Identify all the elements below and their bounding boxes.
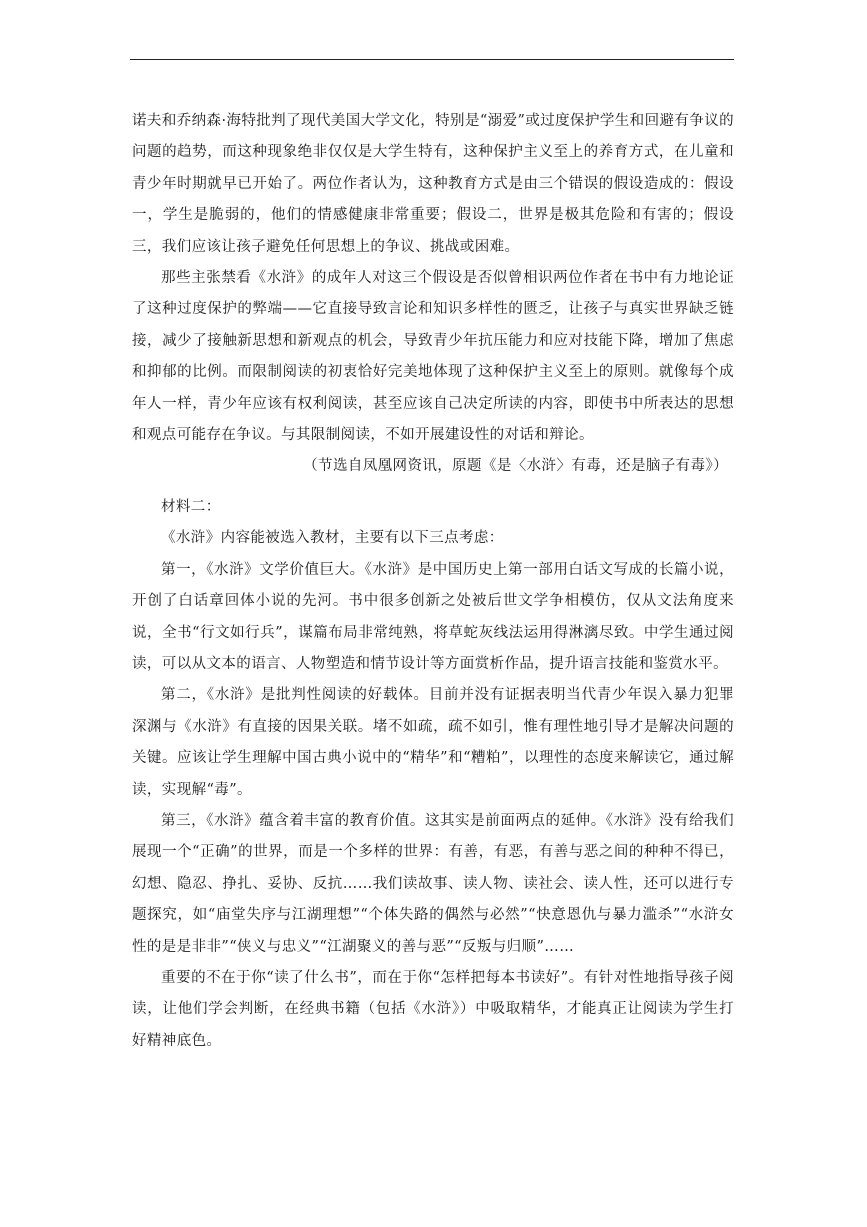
header-rule xyxy=(130,59,734,60)
point-two: 第二，《水浒》是批判性阅读的好载体。目前并没有证据表明当代青少年误入暴力犯罪深渊与《水浒》有直接的因果关联。堵不如疏，疏不如引，惟有理性地引导才是解决问题的关键。应该让学生理解中国古典小说中的“精华”和“糟粕”，以理性的态度来解读它，通过解读，实现解“毒”。 xyxy=(132,687,734,798)
paragraph-continued: 诺夫和乔纳森·海特批判了现代美国大学文化，特别是“溺爱”或过度保护学生和回避有争议的问题的趋势，而这种现象绝非仅仅是大学生特有，这种保护主义至上的养育方式，在儿童和青少年时期就早已开始了。两位作者认为，这种教育方式是由三个错误的假设造成的：假设一，学生是脆弱的，他们的情感健康非常重要；假设二，世界是极其危险和有害的；假设三，我们应该让孩子避免任何思想上的争议、挑战或困难。 xyxy=(132,113,734,255)
material-two-heading: 材料二： xyxy=(161,498,221,515)
source-citation: （节选自凤凰网资讯，原题《是〈水浒〉有毒，还是脑子有毒》） xyxy=(303,458,728,475)
paragraph-overprotection: 那些主张禁看《水浒》的成年人对这三个假设是否似曾相识两位作者在书中有力地论证了这种过度保护的弊端——它直接导致言论和知识多样性的匮乏，让孩子与真实世界缺乏链接，减少了接触新思想和新观点的机会，导致青少年抗压能力和应对技能下降，增加了焦虑和抑郁的比例。而限制阅读的初衷恰好完美地体现了这种保护主义至上的原则。就像每个成年人一样，青少年应该有权利阅读，甚至应该自己决定所读的内容，即使书中所表达的思想和观点可能存在争议。与其限制阅读，不如开展建设性的对话和辩论。 xyxy=(132,270,734,444)
point-three: 第三，《水浒》蕴含着丰富的教育价值。这其实是前面两点的延伸。《水浒》没有给我们展现一个“正确”的世界，而是一个多样的世界：有善，有恶，有善与恶之间的种种不得已，幻想、隐忍、挣扎、妥协、反抗……我们读故事、读人物、读社会、读人性，还可以进行专题探究，如“庙堂失序与江湖理想”“个体失路的偶然与必然”“快意恩仇与暴力滥杀”“水浒女性的是是非非”“侠义与忠义”“江湖聚义的善与恶”“反叛与归顺”…… xyxy=(132,812,734,955)
article-body xyxy=(132,106,734,1057)
conclusion-paragraph: 重要的不在于你“读了什么书”，而在于你“怎样把每本书读好”。有针对性地指导孩子阅读，让他们学会判断，在经典书籍（包括《水浒》）中吸取精华，才能真正让阅读为学生打好精神底色。 xyxy=(132,969,734,1049)
point-one: 第一，《水浒》文学价值巨大。《水浒》是中国历史上第一部用白话文写成的长篇小说，开创了白话章回体小说的先河。书中很多创新之处被后世文学争相模仿，仅从文法角度来说，全书“行文如行兵”，谋篇布局非常纯熟，将草蛇灰线法运用得淋漓尽致。中学生通过阅读，可以从文本的语言、人物塑造和情节设计等方面赏析作品，提升语言技能和鉴赏水平。 xyxy=(132,561,734,672)
material-two-intro: 《水浒》内容能被选入教材，主要有以下三点考虑： xyxy=(161,530,504,547)
